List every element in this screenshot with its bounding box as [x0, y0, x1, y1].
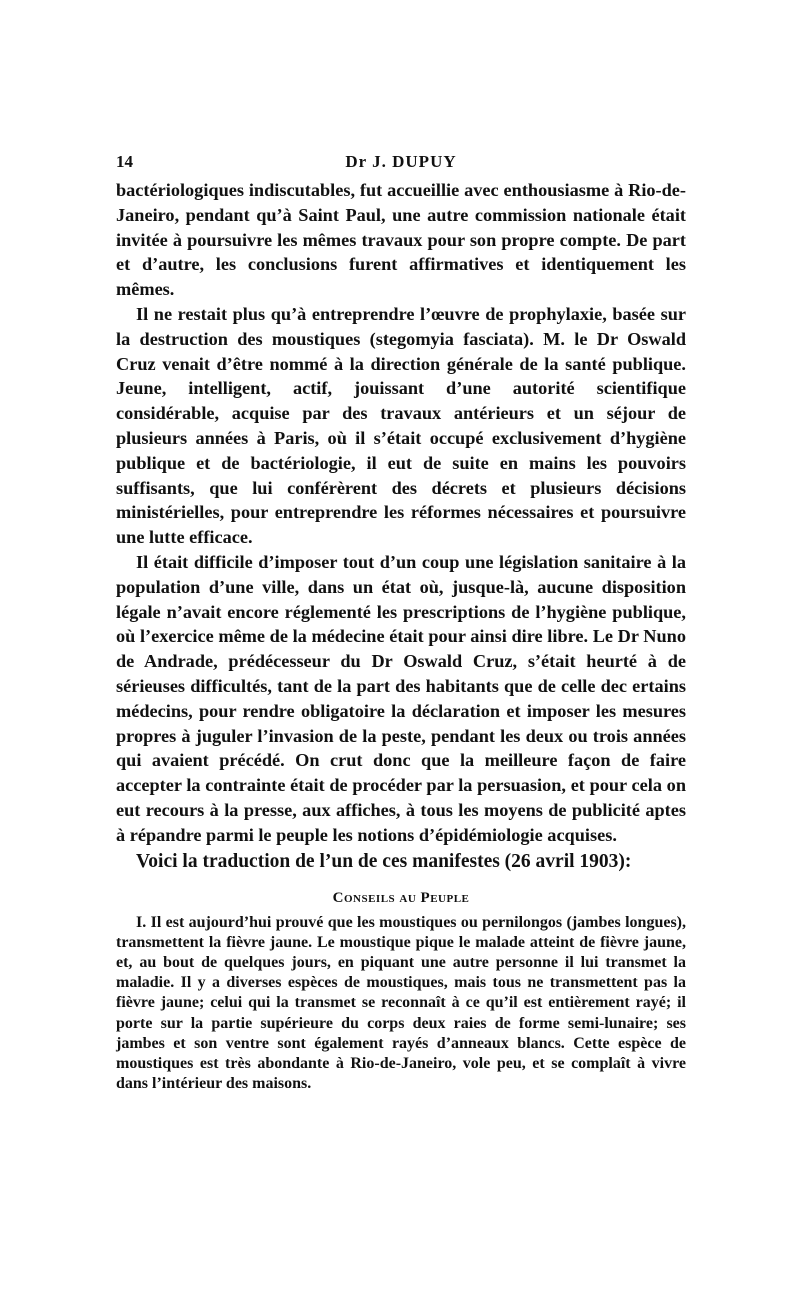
page-number: 14 [116, 152, 133, 171]
section-heading: Conseils au Peuple [332, 889, 470, 906]
running-head [116, 152, 686, 178]
running-title: Dr J. DUPUY [345, 152, 457, 171]
manifeste-text [116, 913, 686, 1095]
manifeste-paragraph-1: I. Il est aujourd’hui prouvé que les moustiques ou pernilongos (jambes longues), transmettent la fièvre jaune. Le moustique pique le malade atteint de fièvre jaune, et, au bout de quelques jours, en piquant une autre personne il lui transmet la maladie. Il y a diverses espèces de moustiques, mais tous ne transmettent pas la fièvre jaune; celui qui la transmet se reconnaît à ce qu’il est entièrement rayé; il porte sur la partie supérieure du corps deux raies de forme semi-lunaire; ses jambes et son ventre sont également rayés d’anneaux blancs. Cette espèce de moustiques est très abondante à Rio-de-Janeiro, vole peu, et se complaît à vivre dans l’intérieur des maisons. [116, 913, 686, 1093]
paragraph-manifeste-intro: Voici la traduction de l’un de ces manifestes (26 avril 1903): [136, 850, 632, 872]
paragraph-legislation: Il était difficile d’imposer tout d’un coup une législation sanitaire à la population d’une ville, dans un état où, jusque-là, aucune disposition légale n’avait encore réglementé les prescriptions de l’hygiène publique, où l’exercice même de la médecine était pour ainsi dire libre. Le Dr Nuno de Andrade, prédécesseur du Dr Oswald Cruz, s’était heurté à de sérieuses difficultés, tant de la part des habitants que de celle dec ertains médecins, pour rendre obligatoire la déclaration et imposer les mesures propres à juguler l’invasion de la peste, pendant les deux ou trois années qui avaient précédé. On crut donc que la meilleure façon de faire accepter la contrainte était de procéder par la persuasion, et pour cela on eut recours à la presse, aux affiches, à tous les moyens de publicité aptes à répandre parmi le peuple les notions d’épidémiologie acquises. [116, 551, 686, 845]
main-text [116, 178, 686, 876]
paragraph-continuation: bactériologiques indiscutables, fut accueillie avec enthousiasme à Rio-de-Janeiro, pendant qu’à Saint Paul, une autre commission nationale était invitée à poursuivre les mêmes travaux pour son propre compte. De part et d’autre, les conclusions furent affirmatives et identiquement les mêmes. [116, 180, 686, 300]
paragraph-prophylaxie: Il ne restait plus qu’à entreprendre l’œuvre de prophylaxie, basée sur la destruction des moustiques (stegomyia fasciata). M. le Dr Oswald Cruz venait d’être nommé à la direction générale de la santé publique. Jeune, intelligent, actif, jouissant d’une autorité scientifique considérable, acquise par des travaux antérieurs et un séjour de plusieurs années à Paris, où il s’était occupé exclusivement d’hygiène publique et de bactériologie, il eut de suite en mains les pouvoirs suffisants, que lui conférèrent des décrets et plusieurs décisions ministérielles, pour entreprendre les réformes nécessaires et poursuivre une lutte efficace. [116, 303, 686, 548]
book-page [116, 152, 686, 1094]
